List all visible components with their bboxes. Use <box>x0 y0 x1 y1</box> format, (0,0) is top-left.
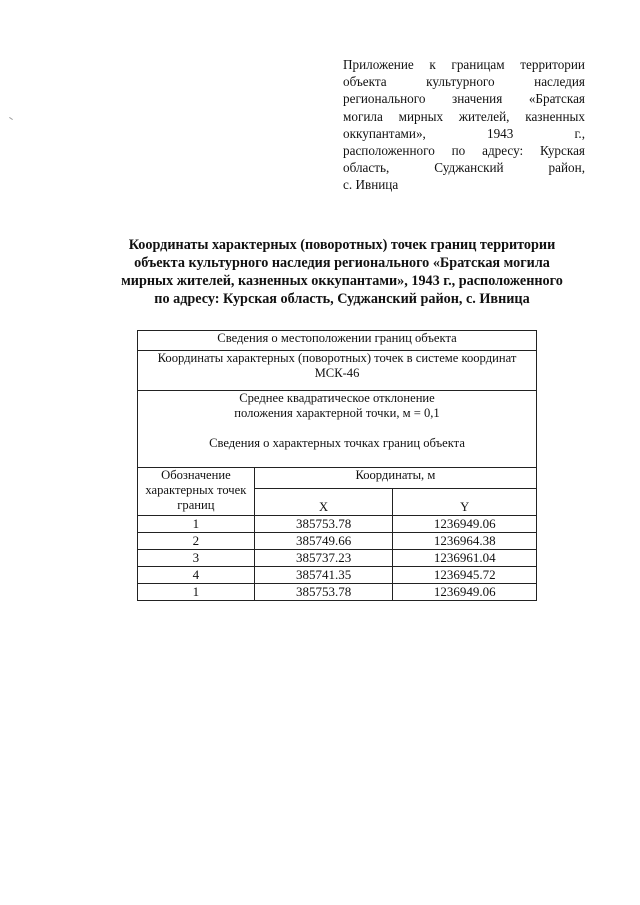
table-row <box>138 516 537 533</box>
coord-x: 385753.78 <box>254 584 393 601</box>
coord-y: 1236949.06 <box>393 516 537 533</box>
appendix-line: оккупантами», 1943 г., <box>343 125 585 141</box>
appendix-line: с. Ивница <box>343 177 399 193</box>
appendix-note <box>343 56 585 194</box>
col-header-x: X <box>254 489 393 516</box>
title-line: по адресу: Курская область, Суджанский район, с. Ивница <box>154 291 530 307</box>
coord-system-cell <box>138 351 537 391</box>
col-header-coords: Координаты, м <box>254 468 536 489</box>
coord-system-name: МСК-46 <box>314 366 360 380</box>
title-line: мирных жителей, казненных оккупантами», 1943 г., расположенного <box>121 273 563 289</box>
table-row <box>138 533 537 550</box>
appendix-line: область, Суджанский район, <box>343 160 585 176</box>
deviation-line: Среднее квадратическое отклонение <box>239 391 435 405</box>
col-header-designation <box>138 468 255 516</box>
coord-x: 385749.66 <box>254 533 393 550</box>
table-row <box>138 331 537 351</box>
coord-y: 1236949.06 <box>393 584 537 601</box>
point-id: 1 <box>138 516 255 533</box>
section-location-cell: Сведения о местоположении границ объекта <box>138 331 537 351</box>
header-line: Обозначение <box>161 468 231 482</box>
title-line: Координаты характерных (поворотных) точек границ территории <box>128 237 556 253</box>
coord-x: 385753.78 <box>254 516 393 533</box>
document-title <box>96 236 588 308</box>
points-info: Сведения о характерных точках границ объекта <box>209 436 465 450</box>
header-line: границ <box>177 498 215 512</box>
point-id: 3 <box>138 550 255 567</box>
coord-y: 1236964.38 <box>393 533 537 550</box>
point-id: 4 <box>138 567 255 584</box>
coordinates-table <box>137 330 537 601</box>
deviation-cell <box>138 391 537 468</box>
col-header-y: Y <box>393 489 537 516</box>
coord-x: 385737.23 <box>254 550 393 567</box>
coord-y: 1236961.04 <box>393 550 537 567</box>
point-id: 1 <box>138 584 255 601</box>
appendix-line: регионального значения «Братская <box>343 91 585 107</box>
coord-y: 1236945.72 <box>393 567 537 584</box>
title-line: объекта культурного наследия регионального «Братская могила <box>134 255 550 271</box>
appendix-line: расположенного по адресу: Курская <box>343 143 585 159</box>
table-row <box>138 391 537 468</box>
table-header-row <box>138 468 537 489</box>
point-id: 2 <box>138 533 255 550</box>
coord-system-line: Координаты характерных (поворотных) точек в системе координат <box>157 351 517 365</box>
appendix-line: Приложение к границам территории <box>343 57 585 72</box>
table-row <box>138 584 537 601</box>
deviation-value: положения характерной точки, м = 0,1 <box>234 406 440 420</box>
appendix-line: могила мирных жителей, казненных <box>343 108 585 124</box>
table-row <box>138 567 537 584</box>
appendix-line: объекта культурного наследия <box>343 74 585 90</box>
coord-x: 385741.35 <box>254 567 393 584</box>
header-line: характерных точек <box>145 483 247 497</box>
table-row <box>138 550 537 567</box>
scan-speck <box>9 117 13 120</box>
table-row <box>138 351 537 391</box>
